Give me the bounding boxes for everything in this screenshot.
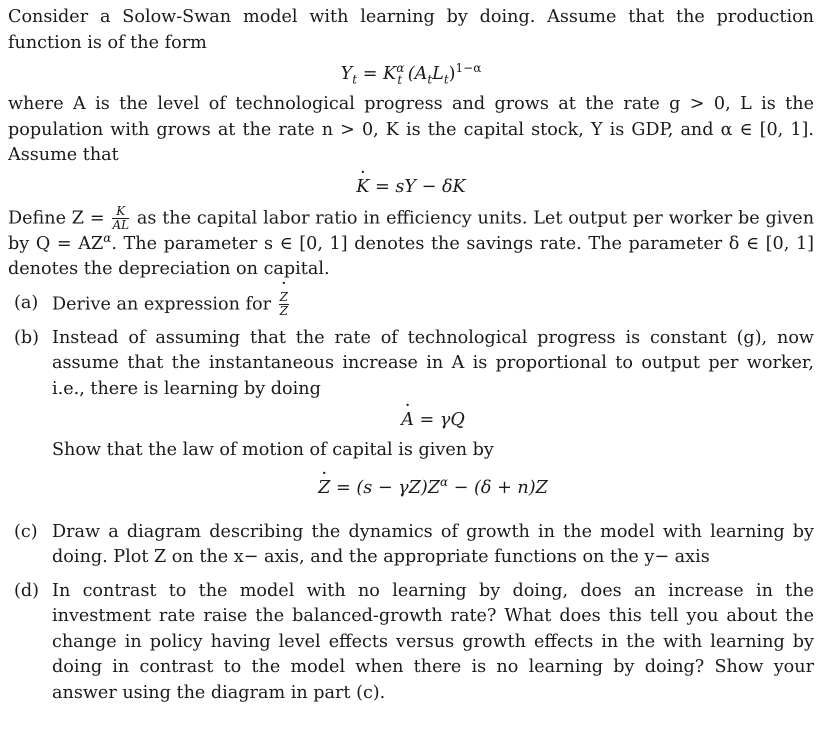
intro-paragraph-3: Define Z = $\frac{K}{AL}$ as the capital labor ratio in efficiency units. Let output per worker be given by $Q = AZ^\alpha$. The parameter s ∈ [0, 1] denotes the savings rate. The parameter δ ∈ [0, 1] denotes the depreciation on capital. xyxy=(8,203,815,279)
question-a: (a) Derive an expression for · $\frac{Z}{Z}$ xyxy=(8,291,814,318)
learning-by-doing-equation: · A = γQ xyxy=(52,402,814,438)
question-d: (d) In contrast to the model with no learning by doing, does an increase in the investment rate raise the balanced-growth rate? What does this tell you about the change in policy having level effects versus growth effects in the with learning by doing in contrast to the model when there is no learning by doing? Show your answer using the diagram in part (c). xyxy=(14,580,814,703)
question-list xyxy=(8,291,814,707)
growth-rate-fraction: · $\frac{Z}{Z}$ xyxy=(279,291,289,318)
problem-document xyxy=(8,5,814,714)
question-b: (b) Instead of assuming that the rate of technological progress is constant (g), now assume that the instantaneous increase in A is proportional to output per worker, i.e., there is learning by doing · A = γQ Show that the law of motion of capital is given by · $Z = (s - \gamma Z)Z^\alpha - (\delta + n)Z$ xyxy=(8,326,814,512)
capital-labor-ratio-fraction: $\frac{K}{AL}$ xyxy=(112,203,130,232)
question-c: (c) Draw a diagram describing the dynamics of growth in the model with learning by doing. Plot Z on the x− axis, and the appropriate functions on the y− axis xyxy=(14,521,814,567)
intro-paragraph-2: where A is the level of technological progress and grows at the rate g > 0, L is the population with grows at the rate n > 0, K is the capital stock, Y is GDP, and α ∈ [0, 1]. Assume that xyxy=(8,94,814,165)
law-of-motion-equation: · $Z = (s - \gamma Z)Z^\alpha - (\delta + n)Z$ xyxy=(52,464,814,512)
production-function-equation: $Y_t = K^\alpha_t$ $(A_tL_t)^{1-\alpha}$ xyxy=(340,61,482,87)
capital-accumulation-equation: · K = sY − δK xyxy=(8,169,814,205)
intro-paragraph-1: Consider a Solow-Swan model with learning by doing. Assume that the production function is of the form xyxy=(8,7,814,53)
